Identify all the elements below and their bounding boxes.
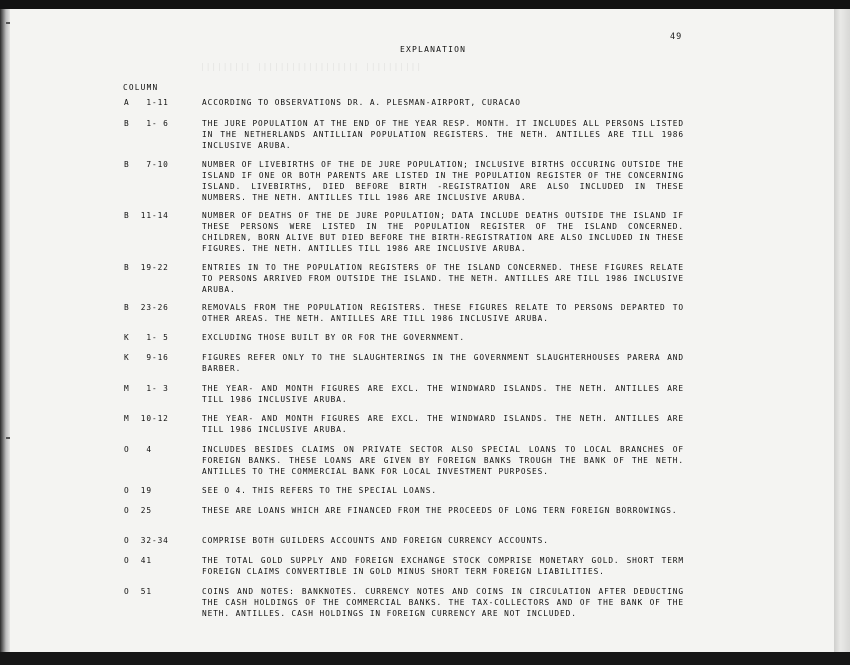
entry-o-4 (124, 444, 684, 477)
entry-o-51 (124, 586, 684, 619)
entry-text: NUMBER OF DEATHS OF THE DE JURE POPULATION; DATA INCLUDE DEATHS OUTSIDE THE ISLAND IF THESE PERSONS WERE LISTED IN THE POPULATION REGISTER OF THE ISLAND CONCERNED. CHILDREN, BORN ALIVE BUT DIED BEFORE THE BIRTH-REGISTRATION ARE ALSO INCLUDED IN THESE FIGURES. THE NETH. ANTILLES TILL 1986 ARE INCLUSIVE ARUBA. (202, 211, 684, 253)
entry-code: B 23-26 (124, 303, 169, 312)
entry-b-11-14 (124, 210, 684, 254)
page-edge (834, 9, 850, 652)
entry-a-1-11 (124, 97, 684, 108)
entry-text: FIGURES REFER ONLY TO THE SLAUGHTERINGS IN THE GOVERNMENT SLAUGHTERHOUSES PARERA AND BARBER. (202, 353, 684, 373)
entry-text: THE JURE POPULATION AT THE END OF THE YEAR RESP. MONTH. IT INCLUDES ALL PERSONS LISTED IN THE NETHERLANDS ANTILLIAN POPULATION REGISTERS. THE NETH. ANTILLES ARE TILL 1986 INCLUSIVE ARUBA. (202, 119, 684, 150)
entry-text: EXCLUDING THOSE BUILT BY OR FOR THE GOVERNMENT. (202, 333, 465, 342)
entry-code: O 32-34 (124, 536, 169, 545)
entry-text: REMOVALS FROM THE POPULATION REGISTERS. THESE FIGURES RELATE TO PERSONS DEPARTED TO OTHER AREAS. THE NETH. ANTILLES ARE TILL 1986 INCLUSIVE ARUBA. (202, 303, 684, 323)
entry-text: COMPRISE BOTH GUILDERS ACCOUNTS AND FOREIGN CURRENCY ACCOUNTS. (202, 536, 549, 545)
entry-o-25 (124, 505, 684, 516)
entry-code: A 1-11 (124, 98, 169, 107)
entry-code: B 7-10 (124, 160, 169, 169)
entry-o-32-34 (124, 535, 684, 546)
entry-text: COINS AND NOTES: BANKNOTES. CURRENCY NOTES AND COINS IN CIRCULATION AFTER DEDUCTING THE CASH HOLDINGS OF THE COMMERCIAL BANKS. THE TAX-COLLECTORS AND OF THE BANK OF THE NETH. ANTILLES. CASH HOLDINGS IN FOREIGN CURRENCY ARE NOT INCLUDED. (202, 587, 684, 618)
entry-code: M 1- 3 (124, 384, 169, 393)
entry-text: ENTRIES IN TO THE POPULATION REGISTERS OF THE ISLAND CONCERNED. THESE FIGURES RELATE TO PERSONS ARRIVED FROM OUTSIDE THE ISLAND. THE NETH. ANTILLES ARE TILL 1986 INCLUSIVE ARUBA. (202, 263, 684, 294)
bleed-through-text: ||||||||| |||||||||||||||||| |||||||||| (200, 62, 423, 71)
binding-mark (6, 22, 10, 24)
document-page (10, 9, 834, 652)
page-title: EXPLANATION (400, 45, 467, 54)
entry-m-10-12 (124, 413, 684, 435)
entry-m-1-3 (124, 383, 684, 405)
entry-text: THE YEAR- AND MONTH FIGURES ARE EXCL. THE WINDWARD ISLANDS. THE NETH. ANTILLES ARE TILL 1986 INCLUSIVE ARUBA. (202, 414, 684, 434)
entry-text: ACCORDING TO OBSERVATIONS DR. A. PLESMAN-AIRPORT, CURACAO (202, 98, 521, 107)
entry-code: O 41 (124, 556, 152, 565)
entry-code: K 9-16 (124, 353, 169, 362)
entry-code: B 19-22 (124, 263, 169, 272)
binding-mark (6, 437, 10, 439)
entry-code: B 1- 6 (124, 119, 169, 128)
entry-b-23-26 (124, 302, 684, 324)
entry-text: THE TOTAL GOLD SUPPLY AND FOREIGN EXCHANGE STOCK COMPRISE MONETARY GOLD. SHORT TERM FOREIGN CLAIMS CONVERTIBLE IN GOLD MINUS SHORT TERM FOREIGN LIABILITIES. (202, 556, 684, 576)
book-spine-shadow (0, 9, 10, 652)
entry-code: O 19 (124, 486, 152, 495)
entry-o-41 (124, 555, 684, 577)
entry-text: SEE O 4. THIS REFERS TO THE SPECIAL LOANS. (202, 486, 437, 495)
entry-b-19-22 (124, 262, 684, 295)
page-number: 49 (670, 32, 683, 42)
column-header: COLUMN (123, 83, 159, 92)
entry-b-1-6 (124, 118, 684, 151)
entry-code: M 10-12 (124, 414, 169, 423)
entry-text: THESE ARE LOANS WHICH ARE FINANCED FROM THE PROCEEDS OF LONG TERN FOREIGN BORROWINGS. (202, 506, 678, 515)
entry-k-1-5 (124, 332, 684, 343)
entry-code: B 11-14 (124, 211, 169, 220)
entry-b-7-10 (124, 159, 684, 203)
entry-code: K 1- 5 (124, 333, 169, 342)
entry-code: O 25 (124, 506, 152, 515)
entry-k-9-16 (124, 352, 684, 374)
entry-code: O 51 (124, 587, 152, 596)
scan-border (0, 652, 850, 665)
entry-text: THE YEAR- AND MONTH FIGURES ARE EXCL. THE WINDWARD ISLANDS. THE NETH. ANTILLES ARE TILL 1986 INCLUSIVE ARUBA. (202, 384, 684, 404)
entry-text: INCLUDES BESIDES CLAIMS ON PRIVATE SECTOR ALSO SPECIAL LOANS TO LOCAL BRANCHES OF FOREIGN BANKS. THESE LOANS ARE GIVEN BY FOREIGN BANKS TROUGH THE BANK OF THE NETH. ANTILLES TO THE COMMERCIAL BANK FOR LOCAL INVESTMENT PURPOSES. (202, 445, 684, 476)
entry-o-19 (124, 485, 684, 496)
entry-code: O 4 (124, 445, 152, 454)
entry-text: NUMBER OF LIVEBIRTHS OF THE DE JURE POPULATION; INCLUSIVE BIRTHS OCCURING OUTSIDE THE ISLAND IF ONE OR BOTH PARENTS ARE LISTED IN THE POPULATION REGISTER OF THE CONCERNING ISLAND. LIVEBIRTHS, DIED BEFORE BIRTH -REGISTRATION ARE ALSO INCLUDED IN THESE NUMBERS. THE NETH. ANTILLES TILL 1986 ARE INCLUSIVE ARUBA. (202, 160, 684, 202)
